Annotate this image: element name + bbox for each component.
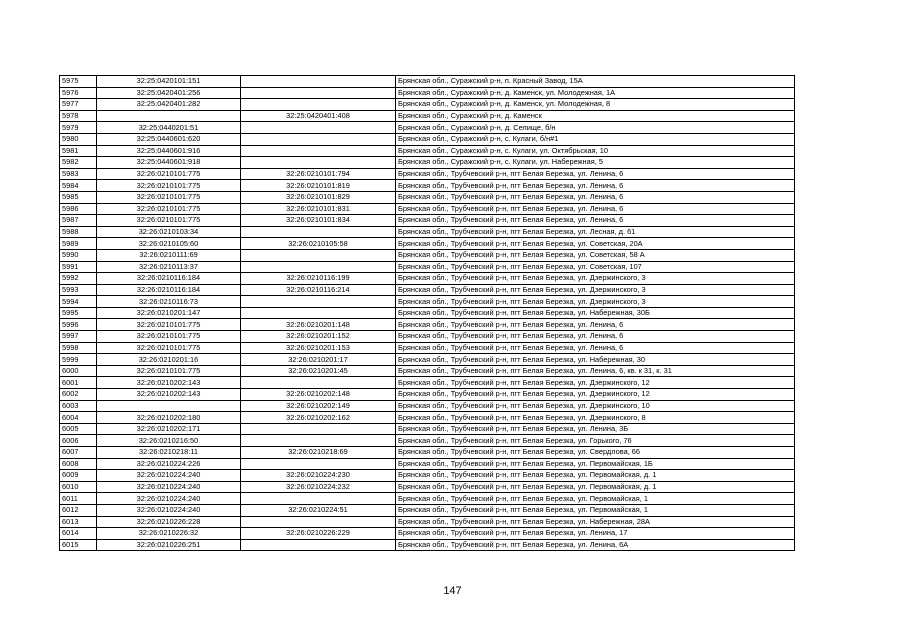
table-row: [60, 423, 795, 435]
cadastral-number-cell: 32:26:0210111:69: [97, 249, 241, 261]
linked-cadastral-number-cell: 32:26:0210116:199: [241, 273, 396, 285]
address-cell: Брянская обл., Трубчевский р-н, пгт Белая Березка, ул. Дзержинского, 3: [396, 296, 795, 308]
row-number-cell: 6009: [60, 470, 97, 482]
row-number-cell: 5984: [60, 180, 97, 192]
cadastral-number-cell: 32:26:0210101:775: [97, 342, 241, 354]
row-number-cell: 6014: [60, 528, 97, 540]
table-row: [60, 99, 795, 111]
cadastral-number-cell: 32:26:0210101:775: [97, 215, 241, 227]
address-cell: Брянская обл., Трубчевский р-н, пгт Белая Березка, ул. Ленина, 6А: [396, 539, 795, 551]
table-row: [60, 447, 795, 459]
table-row: [60, 493, 795, 505]
address-cell: Брянская обл., Трубчевский р-н, пгт Белая Березка, ул. Первомайская, 1: [396, 504, 795, 516]
table-row: [60, 122, 795, 134]
table-row: [60, 76, 795, 88]
row-number-cell: 6007: [60, 447, 97, 459]
cadastral-number-cell: [97, 400, 241, 412]
table-row: [60, 133, 795, 145]
linked-cadastral-number-cell: [241, 307, 396, 319]
cadastral-number-cell: 32:26:0210113:37: [97, 261, 241, 273]
row-number-cell: 5995: [60, 307, 97, 319]
table-row: [60, 319, 795, 331]
address-cell: Брянская обл., Суражский р-н, с. Кулаги, ул. Набережная, 5: [396, 157, 795, 169]
linked-cadastral-number-cell: 32:26:0210201:17: [241, 354, 396, 366]
address-cell: Брянская обл., Трубчевский р-н, пгт Белая Березка, ул. Первомайская, д. 1: [396, 481, 795, 493]
address-cell: Брянская обл., Трубчевский р-н, пгт Белая Березка, ул. Первомайская, 1Б: [396, 458, 795, 470]
cadastral-number-cell: 32:25:0440601:620: [97, 133, 241, 145]
cadastral-number-cell: 32:26:0210216:50: [97, 435, 241, 447]
table-row: [60, 528, 795, 540]
table-row: [60, 481, 795, 493]
row-number-cell: 5975: [60, 76, 97, 88]
address-cell: Брянская обл., Суражский р-н, с. Кулаги, б/н#1: [396, 133, 795, 145]
address-cell: Брянская обл., Трубчевский р-н, пгт Белая Березка, ул. Набережная, 30: [396, 354, 795, 366]
linked-cadastral-number-cell: 32:26:0210224:232: [241, 481, 396, 493]
linked-cadastral-number-cell: [241, 423, 396, 435]
row-number-cell: 5993: [60, 284, 97, 296]
linked-cadastral-number-cell: [241, 226, 396, 238]
row-number-cell: 5990: [60, 249, 97, 261]
address-cell: Брянская обл., Трубчевский р-н, пгт Белая Березка, ул. Ленина, 6: [396, 331, 795, 343]
address-cell: Брянская обл., Трубчевский р-н, пгт Белая Березка, ул. Дзержинского, 10: [396, 400, 795, 412]
linked-cadastral-number-cell: [241, 87, 396, 99]
row-number-cell: 6011: [60, 493, 97, 505]
linked-cadastral-number-cell: 32:25:0420401:408: [241, 110, 396, 122]
row-number-cell: 5986: [60, 203, 97, 215]
linked-cadastral-number-cell: [241, 296, 396, 308]
address-cell: Брянская обл., Трубчевский р-н, пгт Белая Березка, ул. Свердлова, 66: [396, 447, 795, 459]
cadastral-number-cell: 32:26:0210116:184: [97, 284, 241, 296]
linked-cadastral-number-cell: 32:26:0210101:819: [241, 180, 396, 192]
address-cell: Брянская обл., Трубчевский р-н, пгт Белая Березка, ул. Дзержинского, 3: [396, 273, 795, 285]
table-row: [60, 284, 795, 296]
row-number-cell: 6000: [60, 365, 97, 377]
table-row: [60, 157, 795, 169]
table-row: [60, 470, 795, 482]
cadastral-number-cell: 32:26:0210226:251: [97, 539, 241, 551]
address-cell: Брянская обл., Трубчевский р-н, пгт Белая Березка, ул. Набережная, 28А: [396, 516, 795, 528]
address-cell: Брянская обл., Суражский р-н, д. Каменск, ул. Молодежная, 8: [396, 99, 795, 111]
address-cell: Брянская обл., Трубчевский р-н, пгт Белая Березка, ул. Ленина, 17: [396, 528, 795, 540]
cadastral-number-cell: 32:25:0420401:256: [97, 87, 241, 99]
cadastral-number-cell: 32:26:0210202:171: [97, 423, 241, 435]
row-number-cell: 6013: [60, 516, 97, 528]
row-number-cell: 5997: [60, 331, 97, 343]
linked-cadastral-number-cell: [241, 539, 396, 551]
linked-cadastral-number-cell: 32:26:0210202:162: [241, 412, 396, 424]
table-row: [60, 539, 795, 551]
linked-cadastral-number-cell: [241, 76, 396, 88]
table-row: [60, 110, 795, 122]
cadastral-number-cell: 32:26:0210201:147: [97, 307, 241, 319]
address-cell: Брянская обл., Трубчевский р-н, пгт Белая Березка, ул. Набережная, 30Б: [396, 307, 795, 319]
row-number-cell: 6015: [60, 539, 97, 551]
linked-cadastral-number-cell: 32:26:0210201:45: [241, 365, 396, 377]
address-cell: Брянская обл., Трубчевский р-н, пгт Белая Березка, ул. Ленина, 6: [396, 191, 795, 203]
linked-cadastral-number-cell: 32:26:0210201:152: [241, 331, 396, 343]
linked-cadastral-number-cell: [241, 133, 396, 145]
address-cell: Брянская обл., Трубчевский р-н, пгт Белая Березка, ул. Ленина, 6: [396, 203, 795, 215]
cadastral-number-cell: 32:26:0210226:32: [97, 528, 241, 540]
row-number-cell: 5992: [60, 273, 97, 285]
cadastral-number-cell: 32:25:0420101:151: [97, 76, 241, 88]
row-number-cell: 5977: [60, 99, 97, 111]
linked-cadastral-number-cell: 32:26:0210224:51: [241, 504, 396, 516]
row-number-cell: 6003: [60, 400, 97, 412]
table-row: [60, 435, 795, 447]
linked-cadastral-number-cell: [241, 249, 396, 261]
row-number-cell: 5991: [60, 261, 97, 273]
row-number-cell: 5999: [60, 354, 97, 366]
address-cell: Брянская обл., Трубчевский р-н, пгт Белая Березка, ул. Ленина, 6, кв. к 31, к. 31: [396, 365, 795, 377]
cadastral-number-cell: 32:26:0210224:240: [97, 481, 241, 493]
cadastral-number-cell: 32:26:0210101:775: [97, 180, 241, 192]
linked-cadastral-number-cell: 32:26:0210202:148: [241, 389, 396, 401]
address-cell: Брянская обл., Трубчевский р-н, пгт Белая Березка, ул. Горького, 76: [396, 435, 795, 447]
row-number-cell: 5980: [60, 133, 97, 145]
linked-cadastral-number-cell: 32:26:0210101:834: [241, 215, 396, 227]
linked-cadastral-number-cell: 32:26:0210201:148: [241, 319, 396, 331]
row-number-cell: 6010: [60, 481, 97, 493]
address-cell: Брянская обл., Суражский р-н, п. Красный Завод, 15А: [396, 76, 795, 88]
row-number-cell: 6012: [60, 504, 97, 516]
linked-cadastral-number-cell: [241, 99, 396, 111]
table-row: [60, 203, 795, 215]
table-row: [60, 249, 795, 261]
table-row: [60, 238, 795, 250]
cadastral-number-cell: 32:26:0210224:226: [97, 458, 241, 470]
address-cell: Брянская обл., Трубчевский р-н, пгт Белая Березка, ул. Первомайская, 1: [396, 493, 795, 505]
page-number: 147: [443, 585, 462, 597]
row-number-cell: 6008: [60, 458, 97, 470]
linked-cadastral-number-cell: [241, 145, 396, 157]
row-number-cell: 5988: [60, 226, 97, 238]
table-row: [60, 365, 795, 377]
table-row: [60, 191, 795, 203]
table-row: [60, 145, 795, 157]
linked-cadastral-number-cell: 32:26:0210101:794: [241, 168, 396, 180]
table-row: [60, 180, 795, 192]
cadastral-number-cell: 32:25:0420401:282: [97, 99, 241, 111]
linked-cadastral-number-cell: 32:26:0210218:69: [241, 447, 396, 459]
address-cell: Брянская обл., Трубчевский р-н, пгт Белая Березка, ул. Ленина, 6: [396, 168, 795, 180]
table-row: [60, 377, 795, 389]
address-cell: Брянская обл., Трубчевский р-н, пгт Белая Березка, ул. Лесная, д. 61: [396, 226, 795, 238]
address-cell: Брянская обл., Трубчевский р-н, пгт Белая Березка, ул. Советская, 107: [396, 261, 795, 273]
cadastral-number-cell: 32:26:0210226:228: [97, 516, 241, 528]
linked-cadastral-number-cell: [241, 516, 396, 528]
address-cell: Брянская обл., Трубчевский р-н, пгт Белая Березка, ул. Ленина, 6: [396, 342, 795, 354]
row-number-cell: 5982: [60, 157, 97, 169]
cadastral-number-cell: 32:26:0210202:180: [97, 412, 241, 424]
row-number-cell: 6002: [60, 389, 97, 401]
linked-cadastral-number-cell: 32:26:0210201:153: [241, 342, 396, 354]
address-cell: Брянская обл., Трубчевский р-н, пгт Белая Березка, ул. Советская, 20А: [396, 238, 795, 250]
table-row: [60, 354, 795, 366]
address-cell: Брянская обл., Суражский р-н, д. Каменск: [396, 110, 795, 122]
table-row: [60, 87, 795, 99]
cadastral-number-cell: 32:25:0440601:918: [97, 157, 241, 169]
cadastral-number-cell: 32:26:0210101:775: [97, 365, 241, 377]
row-number-cell: 5996: [60, 319, 97, 331]
address-cell: Брянская обл., Трубчевский р-н, пгт Белая Березка, ул. Дзержинского, 3: [396, 284, 795, 296]
cadastral-number-cell: 32:26:0210103:34: [97, 226, 241, 238]
cadastral-number-cell: 32:26:0210218:11: [97, 447, 241, 459]
linked-cadastral-number-cell: [241, 377, 396, 389]
address-cell: Брянская обл., Трубчевский р-н, пгт Белая Березка, ул. Советская, 58 А: [396, 249, 795, 261]
row-number-cell: 5994: [60, 296, 97, 308]
cadastral-number-cell: 32:26:0210116:184: [97, 273, 241, 285]
table-row: [60, 516, 795, 528]
linked-cadastral-number-cell: [241, 493, 396, 505]
address-cell: Брянская обл., Трубчевский р-н, пгт Белая Березка, ул. Дзержинского, 8: [396, 412, 795, 424]
row-number-cell: 5983: [60, 168, 97, 180]
table-row: [60, 273, 795, 285]
cadastral-number-cell: 32:26:0210101:775: [97, 191, 241, 203]
cadastral-number-cell: 32:26:0210202:143: [97, 389, 241, 401]
address-cell: Брянская обл., Трубчевский р-н, пгт Белая Березка, ул. Первомайская, д. 1: [396, 470, 795, 482]
address-cell: Брянская обл., Трубчевский р-н, пгт Белая Березка, ул. Дзержинского, 12: [396, 377, 795, 389]
cadastral-number-cell: 32:26:0210101:775: [97, 331, 241, 343]
cadastral-number-cell: 32:26:0210101:775: [97, 319, 241, 331]
row-number-cell: 5987: [60, 215, 97, 227]
row-number-cell: 6001: [60, 377, 97, 389]
table-row: [60, 412, 795, 424]
table-row: [60, 331, 795, 343]
address-cell: Брянская обл., Суражский р-н, д. Селище, б/н: [396, 122, 795, 134]
registry-table-body: [60, 76, 795, 551]
cadastral-number-cell: 32:26:0210116:73: [97, 296, 241, 308]
linked-cadastral-number-cell: [241, 458, 396, 470]
row-number-cell: 5981: [60, 145, 97, 157]
table-row: [60, 342, 795, 354]
cadastral-number-cell: 32:25:0440201:51: [97, 122, 241, 134]
linked-cadastral-number-cell: 32:26:0210116:214: [241, 284, 396, 296]
row-number-cell: 5985: [60, 191, 97, 203]
row-number-cell: 5989: [60, 238, 97, 250]
linked-cadastral-number-cell: 32:26:0210226:229: [241, 528, 396, 540]
table-row: [60, 389, 795, 401]
table-row: [60, 215, 795, 227]
cadastral-number-cell: 32:26:0210224:240: [97, 493, 241, 505]
cadastral-number-cell: 32:26:0210105:60: [97, 238, 241, 250]
table-row: [60, 400, 795, 412]
row-number-cell: 5976: [60, 87, 97, 99]
linked-cadastral-number-cell: 32:26:0210224:230: [241, 470, 396, 482]
linked-cadastral-number-cell: 32:26:0210105:58: [241, 238, 396, 250]
row-number-cell: 5978: [60, 110, 97, 122]
table-row: [60, 261, 795, 273]
linked-cadastral-number-cell: [241, 157, 396, 169]
row-number-cell: 5979: [60, 122, 97, 134]
linked-cadastral-number-cell: [241, 122, 396, 134]
table-row: [60, 226, 795, 238]
table-row: [60, 458, 795, 470]
cadastral-number-cell: 32:26:0210224:240: [97, 504, 241, 516]
address-cell: Брянская обл., Трубчевский р-н, пгт Белая Березка, ул. Ленина, 3Б: [396, 423, 795, 435]
registry-table: [59, 75, 795, 551]
cadastral-number-cell: [97, 110, 241, 122]
row-number-cell: 5998: [60, 342, 97, 354]
linked-cadastral-number-cell: [241, 261, 396, 273]
linked-cadastral-number-cell: [241, 435, 396, 447]
address-cell: Брянская обл., Трубчевский р-н, пгт Белая Березка, ул. Дзержинского, 12: [396, 389, 795, 401]
cadastral-number-cell: 32:26:0210224:240: [97, 470, 241, 482]
row-number-cell: 6004: [60, 412, 97, 424]
address-cell: Брянская обл., Суражский р-н, д. Каменск, ул. Молодежная, 1А: [396, 87, 795, 99]
table-row: [60, 504, 795, 516]
linked-cadastral-number-cell: 32:26:0210101:831: [241, 203, 396, 215]
row-number-cell: 6005: [60, 423, 97, 435]
linked-cadastral-number-cell: 32:26:0210202:149: [241, 400, 396, 412]
table-row: [60, 307, 795, 319]
table-row: [60, 296, 795, 308]
linked-cadastral-number-cell: 32:26:0210101:829: [241, 191, 396, 203]
row-number-cell: 6006: [60, 435, 97, 447]
address-cell: Брянская обл., Трубчевский р-н, пгт Белая Березка, ул. Ленина, 6: [396, 319, 795, 331]
address-cell: Брянская обл., Суражский р-н, с. Кулаги, ул. Октябрьская, 10: [396, 145, 795, 157]
cadastral-number-cell: 32:26:0210201:16: [97, 354, 241, 366]
cadastral-number-cell: 32:26:0210101:775: [97, 168, 241, 180]
cadastral-number-cell: 32:25:0440601:916: [97, 145, 241, 157]
cadastral-number-cell: 32:26:0210202:143: [97, 377, 241, 389]
address-cell: Брянская обл., Трубчевский р-н, пгт Белая Березка, ул. Ленина, 6: [396, 215, 795, 227]
table-row: [60, 168, 795, 180]
address-cell: Брянская обл., Трубчевский р-н, пгт Белая Березка, ул. Ленина, 6: [396, 180, 795, 192]
cadastral-number-cell: 32:26:0210101:775: [97, 203, 241, 215]
